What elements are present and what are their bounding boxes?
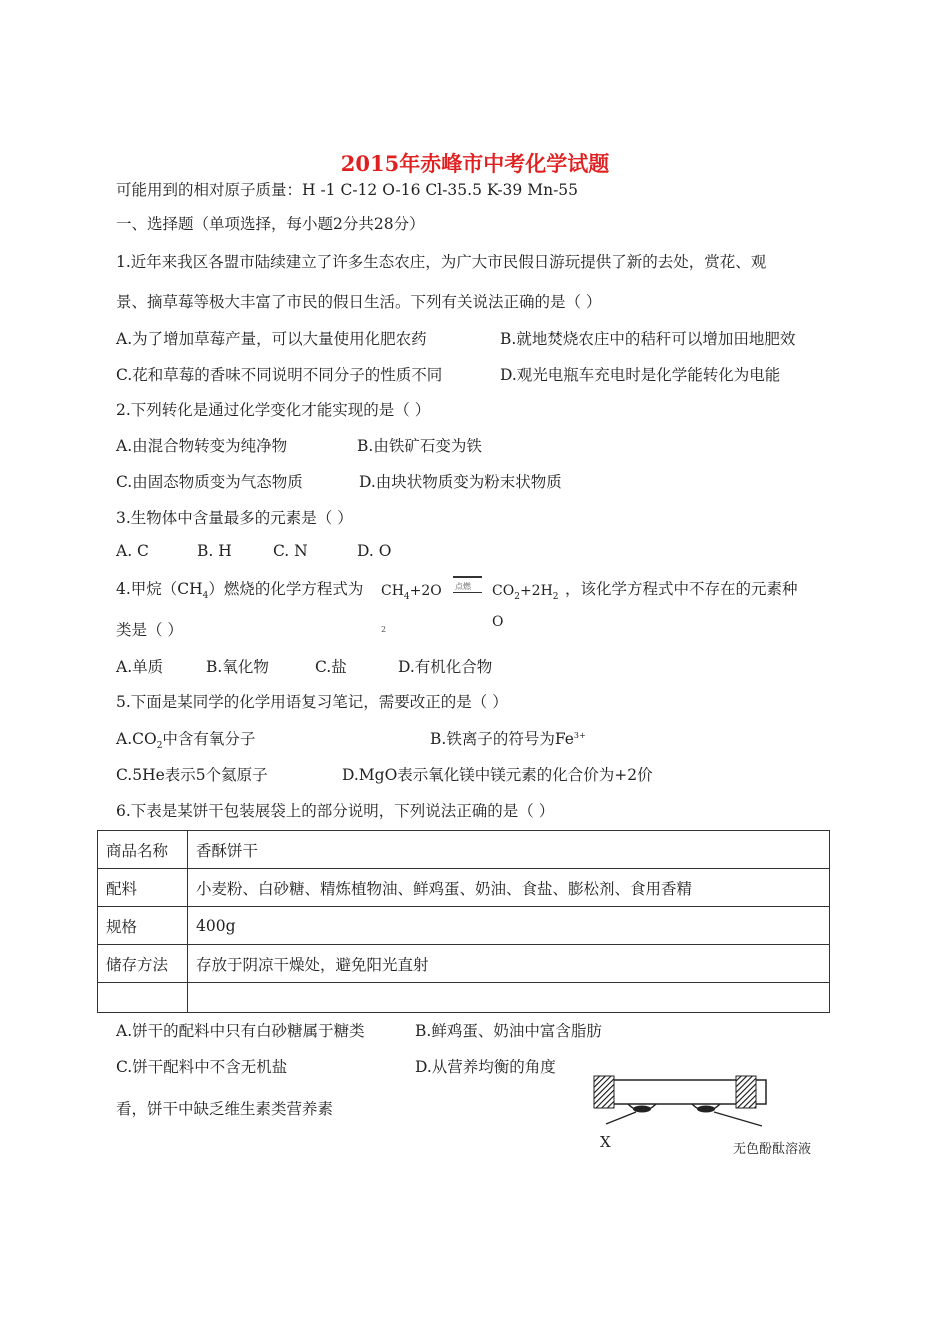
eq-co: CO [492, 583, 515, 599]
eq-h: +2H [519, 583, 553, 599]
q1-stem-line2: 景、摘草莓等极大丰富了市民的假日生活。下列有关说法正确的是（ ） [116, 293, 602, 311]
q5-b-pre: B.铁离子的符号为Fe [430, 730, 574, 748]
q3-option-b: B. H [197, 542, 232, 560]
q4-stem-mid: ）燃烧的化学方程式为 [208, 580, 364, 598]
q1-option-b: B.就地焚烧农庄中的秸秆可以增加田地肥效 [500, 330, 796, 348]
q6-option-a: A.饼干的配料中只有白砂糖属于糖类 [116, 1022, 365, 1040]
apparatus-drawing [590, 1068, 780, 1128]
q3-option-d: D. O [357, 542, 392, 560]
q1-stem-line1: 1.近年来我区各盟市陆续建立了许多生态农庄，为广大市民假日游玩提供了新的去处，赏花、观 [116, 253, 767, 271]
q2-stem: 2.下列转化是通过化学变化才能实现的是（ ） [116, 401, 431, 419]
q6-option-d-continued: 看，饼干中缺乏维生素类营养素 [116, 1100, 334, 1118]
table-value: 存放于阴凉干燥处，避免阳光直射 [188, 945, 830, 983]
q4-option-b: B.氧化物 [206, 658, 269, 676]
eq-ch: CH [381, 583, 404, 599]
product-info-table [97, 830, 830, 1013]
q1-option-a: A.为了增加草莓产量，可以大量使用化肥农药 [116, 330, 427, 348]
table-key: 储存方法 [98, 945, 188, 983]
q5-option-a [116, 727, 255, 751]
figure-label-x: X [600, 1133, 611, 1151]
table-value: 小麦粉、白砂糖、精炼植物油、鲜鸡蛋、奶油、食盐、膨松剂、食用香精 [188, 869, 830, 907]
q6-stem: 6.下表是某饼干包装展袋上的部分说明，下列说法正确的是（ ） [116, 802, 555, 820]
table-key: 配料 [98, 869, 188, 907]
q5-a-pre: A.CO [116, 730, 157, 748]
section-heading: 一、选择题（单项选择，每小题2分共28分） [116, 215, 425, 233]
q4-stem-pre: 4.甲烷（CH [116, 580, 203, 598]
eq-water-o: O [492, 614, 504, 630]
table-key [98, 983, 188, 1013]
q5-b-sup: 3+ [573, 730, 586, 740]
table-value: 400g [188, 907, 830, 945]
q6-option-d: D.从营养均衡的角度 [415, 1058, 556, 1076]
atomic-masses: 可能用到的相对原子质量：H -1 C-12 O-16 Cl-35.5 K-39 Mn-55 [116, 181, 579, 199]
table-key: 规格 [98, 907, 188, 945]
table-value: 香酥饼干 [188, 831, 830, 869]
q4-option-d: D.有机化合物 [398, 658, 493, 676]
eq-ch-sub: 4 [403, 591, 410, 602]
equation-arrow-top [453, 576, 482, 578]
q2-option-d: D.由块状物质变为粉末状物质 [359, 473, 562, 491]
q4-stem-start [116, 577, 363, 601]
q6-option-b: B.鲜鸡蛋、奶油中富含脂肪 [415, 1022, 602, 1040]
eq-h-sub: 2 [552, 591, 559, 602]
table-row [98, 983, 830, 1013]
q5-option-d: D.MgO表示氧化镁中镁元素的化合价为+2价 [342, 766, 653, 784]
q4-option-a: A.单质 [116, 658, 164, 676]
q2-option-c: C.由固态物质变为气态物质 [116, 473, 303, 491]
table-value [188, 983, 830, 1013]
q3-stem: 3.生物体中含量最多的元素是（ ） [116, 509, 353, 527]
equation-reactants [381, 583, 442, 602]
q4-stem-post: ，该化学方程式中不存在的元素种 [565, 580, 798, 598]
q5-a-post: 中含有氧分子 [162, 730, 256, 748]
q5-option-c: C.5He表示5个氦原子 [116, 766, 268, 784]
equation-condition: 点燃 [455, 582, 471, 591]
table-row [98, 945, 830, 983]
eq-o2-subscript: 2 [381, 625, 387, 634]
page-title: 2015年赤峰市中考化学试题 [340, 151, 610, 176]
table-row [98, 831, 830, 869]
eq-co-sub: 2 [514, 591, 520, 602]
q4-stem-line2: 类是（ ） [116, 621, 183, 639]
table-row [98, 907, 830, 945]
figure-label-solution: 无色酚酞溶液 [733, 1142, 812, 1157]
q5-stem: 5.下面是某同学的化学用语复习笔记，需要改正的是（ ） [116, 693, 508, 711]
eq-o: +2O [409, 583, 442, 599]
q4-option-c: C.盐 [315, 658, 347, 676]
equation-products [492, 583, 559, 602]
experiment-apparatus-figure [590, 1068, 780, 1132]
table-key: 商品名称 [98, 831, 188, 869]
q2-option-b: B.由铁矿石变为铁 [357, 437, 482, 455]
q5-option-b [430, 727, 586, 749]
q1-option-d: D.观光电瓶车充电时是化学能转化为电能 [500, 366, 781, 384]
q3-option-c: C. N [273, 542, 308, 560]
equation-arrow-bottom [453, 592, 482, 593]
q2-option-a: A.由混合物转变为纯净物 [116, 437, 288, 455]
table-row [98, 869, 830, 907]
q3-option-a: A. C [116, 542, 149, 560]
q5-a-sub: 2 [156, 741, 163, 752]
q1-option-c: C.花和草莓的香味不同说明不同分子的性质不同 [116, 366, 443, 384]
q6-option-c: C.饼干配料中不含无机盐 [116, 1058, 288, 1076]
q4-stem-sub: 4 [202, 591, 209, 602]
